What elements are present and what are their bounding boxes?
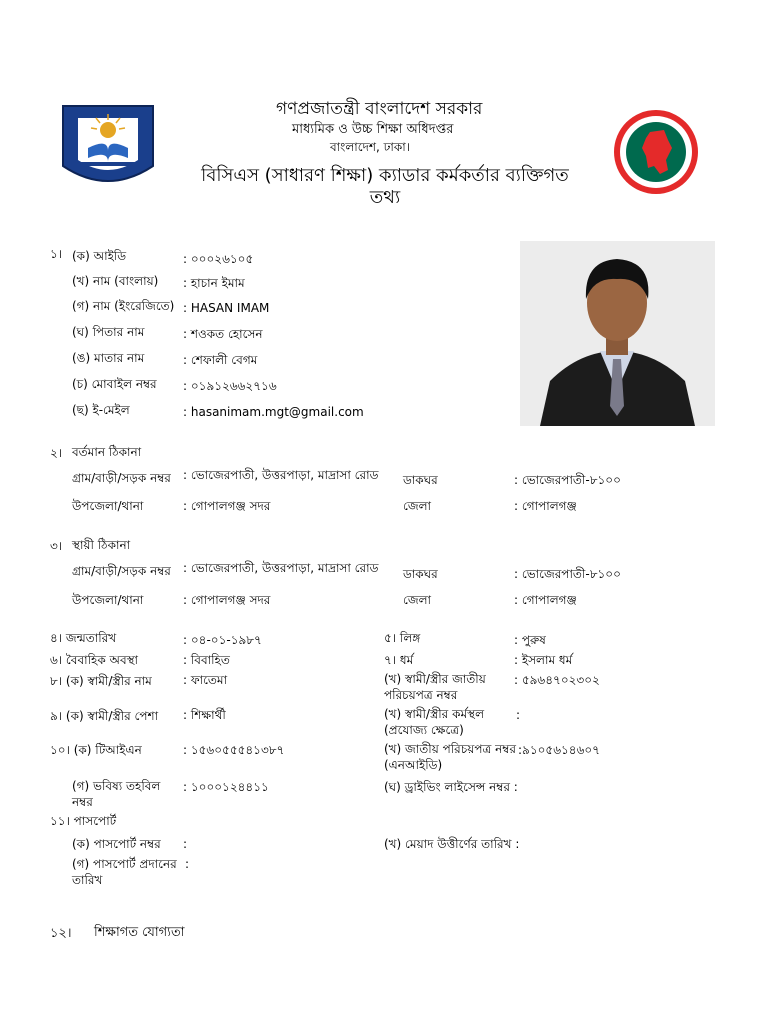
present-post-label: ডাকঘর — [403, 473, 438, 487]
sex-value: : পুরুষ — [514, 633, 546, 647]
spouse-name-label: ৮। (ক) স্বামী/স্ত্রীর নাম — [50, 674, 152, 688]
page-title: বিসিএস (সাধারণ শিক্ষা) ক্যাডার কর্মকর্তার ব্যক্তিগত তথ্য — [201, 165, 569, 208]
id-value: : ০০০২৬১০৫ — [183, 252, 254, 266]
section-2-number: ২। — [50, 446, 63, 460]
id-label: (ক) আইডি — [72, 249, 127, 263]
education-number: ১২। — [50, 926, 72, 941]
spouse-nid-label: (খ) স্বামী/স্ত্রীর জাতীয় পরিচয়পত্র নম্বর — [384, 672, 486, 702]
name-en-value: : HASAN IMAM — [183, 301, 270, 315]
present-upazila-value: : গোপালগঞ্জ সদর — [183, 499, 271, 513]
spouse-nid-value: : ৫৯৬৪৭০২৩০২ — [514, 673, 600, 687]
spouse-work-label: (খ) স্বামী/স্ত্রীর কর্মস্থল (প্রযোজ্য ক্ষেত্রে) — [384, 707, 485, 737]
spouse-job-value: : শিক্ষার্থী — [183, 708, 226, 722]
permanent-upazila-value: : গোপালগঞ্জ সদর — [183, 593, 271, 607]
passport-expiry-label: (খ) মেয়াদ উত্তীর্ণের তারিখ : — [384, 837, 520, 851]
passport-title: ১১। পাসপোর্ট — [50, 814, 117, 828]
name-bn-label: (খ) নাম (বাংলায়) — [72, 274, 159, 288]
education-title: শিক্ষাগত যোগ্যতা — [94, 925, 185, 940]
permanent-post-label: ডাকঘর — [403, 567, 438, 581]
name-bn-value: : হাচান ইমাম — [183, 276, 245, 290]
present-district-label: জেলা — [403, 499, 432, 513]
permanent-upazila-label: উপজেলা/থানা — [72, 593, 144, 607]
profile-photo — [520, 241, 715, 426]
gpf-label: (গ) ভবিষ্য তহবিল নম্বর — [72, 779, 161, 809]
present-village-label: গ্রাম/বাড়ী/সড়ক নম্বর — [72, 471, 171, 485]
spouse-name-value: : ফাতেমা — [183, 673, 228, 687]
dshe-logo-icon — [58, 96, 158, 196]
email-value: : hasanimam.mgt@gmail.com — [183, 405, 364, 419]
passport-number-value: : — [183, 837, 188, 851]
person-photo-icon — [520, 241, 715, 426]
permanent-district-label: জেলা — [403, 593, 432, 607]
govt-seal-icon — [612, 108, 700, 196]
permanent-post-value: : ভোজেরপাতী-৮১০০ — [514, 567, 621, 581]
nid-value: :৯১০৫৬১৪৬০৭ — [518, 743, 600, 757]
marital-label: ৬। বৈবাহিক অবস্থা — [50, 653, 139, 667]
passport-issue-label: (গ) পাসপোর্ট প্রদানের তারিখ — [72, 857, 177, 887]
mother-name-value: : শেফালী বেগম — [183, 353, 258, 367]
present-village-value: : ভোজেরপাতী, উত্তরপাড়া, মাদ্রাসা রোড — [183, 468, 379, 482]
email-label: (ছ) ই-মেইল — [72, 403, 130, 417]
father-name-label: (ঘ) পিতার নাম — [72, 325, 145, 339]
religion-value: : ইসলাম ধর্ম — [514, 653, 573, 667]
mother-name-label: (ঙ) মাতার নাম — [72, 351, 145, 365]
permanent-address-title: স্থায়ী ঠিকানা — [72, 538, 131, 552]
present-upazila-label: উপজেলা/থানা — [72, 499, 144, 513]
dob-label: ৪। জন্মতারিখ — [50, 631, 117, 645]
header-gov: গণপ্রজাতন্ত্রী বাংলাদেশ সরকার — [276, 99, 483, 119]
header-dept: মাধ্যমিক ও উচ্চ শিক্ষা অধিদপ্তর — [292, 122, 454, 137]
tin-value: : ১৫৬০৫৫৫৪১৩৮৭ — [183, 743, 285, 757]
permanent-village-label: গ্রাম/বাড়ী/সড়ক নম্বর — [72, 564, 171, 578]
sex-label: ৫। লিঙ্গ — [384, 631, 421, 645]
govt-seal — [612, 108, 700, 196]
header-place: বাংলাদেশ, ঢাকা। — [330, 140, 411, 154]
religion-label: ৭। ধর্ম — [384, 653, 414, 667]
present-district-value: : গোপালগঞ্জ — [514, 499, 577, 513]
gpf-value: : ১০০০১২৪৪১১ — [183, 780, 269, 794]
present-post-value: : ভোজেরপাতী-৮১০০ — [514, 473, 621, 487]
spouse-work-value: : — [516, 708, 521, 722]
permanent-district-value: : গোপালগঞ্জ — [514, 593, 577, 607]
nid-label: (খ) জাতীয় পরিচয়পত্র নম্বর (এনআইডি) — [384, 742, 516, 772]
present-address-title: বর্তমান ঠিকানা — [72, 445, 142, 459]
permanent-village-value: : ভোজেরপাতী, উত্তরপাড়া, মাদ্রাসা রোড — [183, 561, 379, 575]
marital-value: : বিবাহিত — [183, 653, 230, 667]
tin-label: ১০। (ক) টিআইএন — [50, 743, 142, 757]
name-en-label: (গ) নাম (ইংরেজিতে) — [72, 299, 175, 313]
dshe-logo — [58, 96, 158, 196]
father-name-value: : শওকত হোসেন — [183, 327, 263, 341]
dob-value: : ০৪-০১-১৯৮৭ — [183, 633, 262, 647]
spouse-job-label: ৯। (ক) স্বামী/স্ত্রীর পেশা — [50, 709, 159, 723]
mobile-label: (চ) মোবাইল নম্বর — [72, 377, 157, 391]
passport-number-label: (ক) পাসপোর্ট নম্বর — [72, 837, 161, 851]
mobile-value: : ০১৯১২৬৬২৭১৬ — [183, 379, 277, 393]
passport-issue-value: : — [185, 857, 190, 871]
driving-license-label: (ঘ) ড্রাইভিং লাইসেন্স নম্বর : — [384, 780, 518, 794]
section-1-number: ১। — [50, 247, 63, 261]
section-3-number: ৩। — [50, 539, 63, 553]
